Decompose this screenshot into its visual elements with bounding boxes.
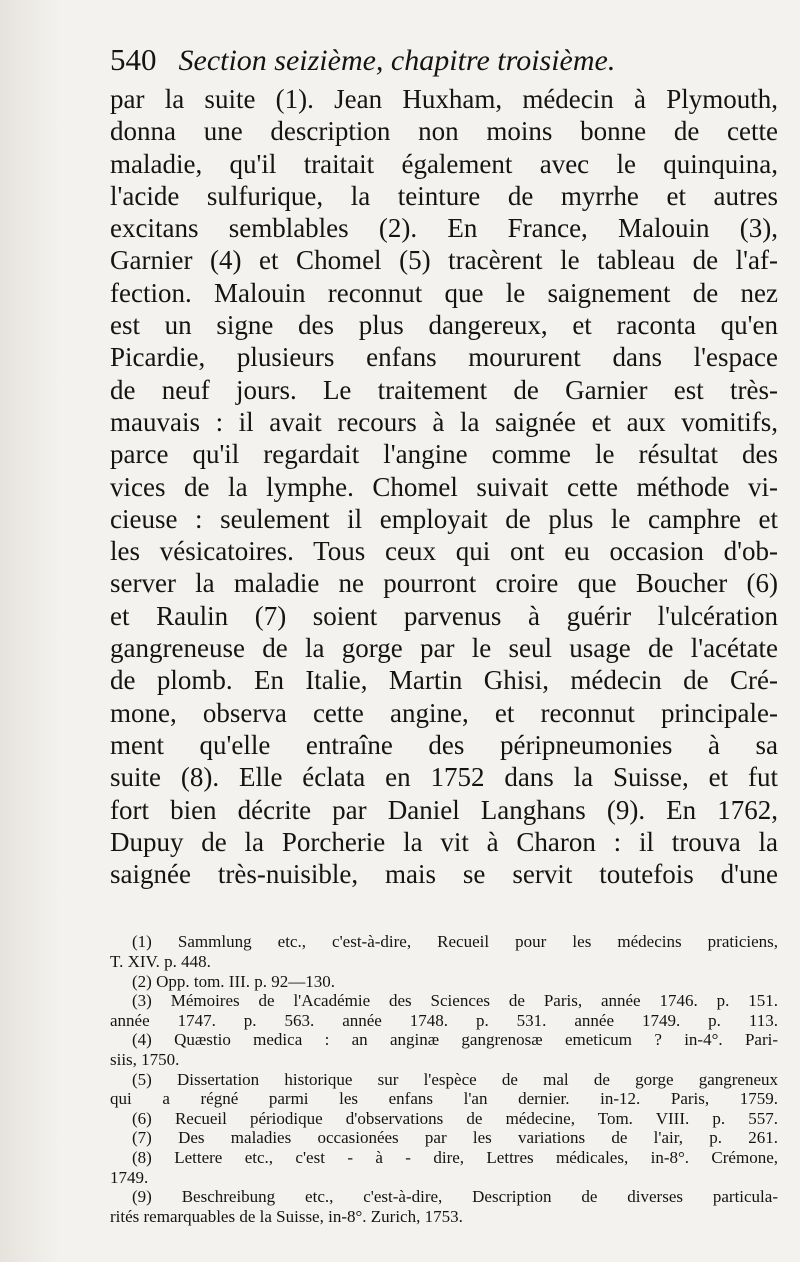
text-line: donna une description non moins bonne de cette xyxy=(110,116,778,147)
footnote-line: 1749. xyxy=(110,1167,149,1187)
footnote-line: (9) Beschreibung etc., c'est-à-dire, Description de diverses particula- xyxy=(132,1187,778,1207)
footnotes xyxy=(110,932,778,1226)
text-line: maladie, qu'il traitait également avec le quinquina, xyxy=(110,148,778,179)
text-line: mauvais : il avait recours à la saignée et aux vomitifs, xyxy=(110,406,778,437)
footnote-line: année 1747. p. 563. année 1748. p. 531. année 1749. p. 113. xyxy=(110,1010,778,1030)
text-line: est un signe des plus dangereux, et raconta qu'en xyxy=(110,310,778,341)
body-text xyxy=(110,83,778,890)
footnote-line: (4) Quæstio medica : an anginæ gangrenosæ emeticum ? in-4°. Pari- xyxy=(132,1030,778,1050)
footnote-line: (6) Recueil périodique d'observations de médecine, Tom. VIII. p. 557. xyxy=(132,1108,778,1128)
footnote-line: T. XIV. p. 448. xyxy=(110,952,211,972)
text-line: parce qu'il regardait l'angine comme le résultat des xyxy=(110,439,778,470)
text-line: gangreneuse de la gorge par le seul usage de l'acétate xyxy=(110,633,778,664)
text-line: fort bien décrite par Daniel Langhans (9). En 1762, xyxy=(110,794,778,825)
text-line: Dupuy de la Porcherie la vit à Charon : il trouva la xyxy=(110,826,778,857)
footnote-line: rités remarquables de la Suisse, in-8°. Zurich, 1753. xyxy=(110,1206,463,1226)
text-line: par la suite (1). Jean Huxham, médecin à Plymouth, xyxy=(110,84,778,114)
text-line: Picardie, plusieurs enfans moururent dans l'espace xyxy=(110,342,778,373)
text-line: excitans semblables (2). En France, Malouin (3), xyxy=(110,213,778,244)
page-header xyxy=(110,40,778,81)
text-line: saignée très-nuisible, mais se servit toutefois d'une xyxy=(110,859,778,890)
text-line: fection. Malouin reconnut que le saignement de nez xyxy=(110,277,778,308)
text-line: de plomb. En Italie, Martin Ghisi, médecin de Cré- xyxy=(110,665,778,696)
text-line: server la maladie ne pourront croire que Boucher (6) xyxy=(110,568,778,599)
text-line: l'acide sulfurique, la teinture de myrrhe et autres xyxy=(110,180,778,211)
text-line: et Raulin (7) soient parvenus à guérir l'ulcération xyxy=(110,600,778,631)
text-line: suite (8). Elle éclata en 1752 dans la Suisse, et fut xyxy=(110,762,778,793)
footnote-line: (8) Lettere etc., c'est - à - dire, Lettres médicales, in-8°. Crémone, xyxy=(132,1147,778,1167)
footnote-line: (2) Opp. tom. III. p. 92—130. xyxy=(132,971,336,991)
running-head: Section seizième, chapitre troisième. xyxy=(178,44,616,77)
footnote-line: (5) Dissertation historique sur l'espèce de mal de gorge gangreneux xyxy=(132,1069,778,1089)
text-line: de neuf jours. Le traitement de Garnier est très- xyxy=(110,374,778,405)
footnote-line: (7) Des maladies occasionées par les variations de l'air, p. 261. xyxy=(132,1128,778,1148)
text-line: les vésicatoires. Tous ceux qui ont eu occasion d'ob- xyxy=(110,536,778,567)
text-line: mone, observa cette angine, et reconnut principale- xyxy=(110,697,778,728)
footnote-line: (1) Sammlung etc., c'est-à-dire, Recueil pour les médecins praticiens, xyxy=(132,932,778,952)
text-line: cieuse : seulement il employait de plus le camphre et xyxy=(110,503,778,534)
text-line: ment qu'elle entraîne des péripneumonies à sa xyxy=(110,729,778,760)
text-line: Garnier (4) et Chomel (5) tracèrent le tableau de l'af- xyxy=(110,245,778,276)
footnote-line: siis, 1750. xyxy=(110,1049,180,1069)
page-number: 540 xyxy=(110,42,157,77)
text-line: vices de la lymphe. Chomel suivait cette méthode vi- xyxy=(110,471,778,502)
footnote-line: (3) Mémoires de l'Académie des Sciences de Paris, année 1746. p. 151. xyxy=(132,991,778,1011)
footnote-line: qui a régné parmi les enfans l'an dernier. in-12. Paris, 1759. xyxy=(110,1089,778,1109)
